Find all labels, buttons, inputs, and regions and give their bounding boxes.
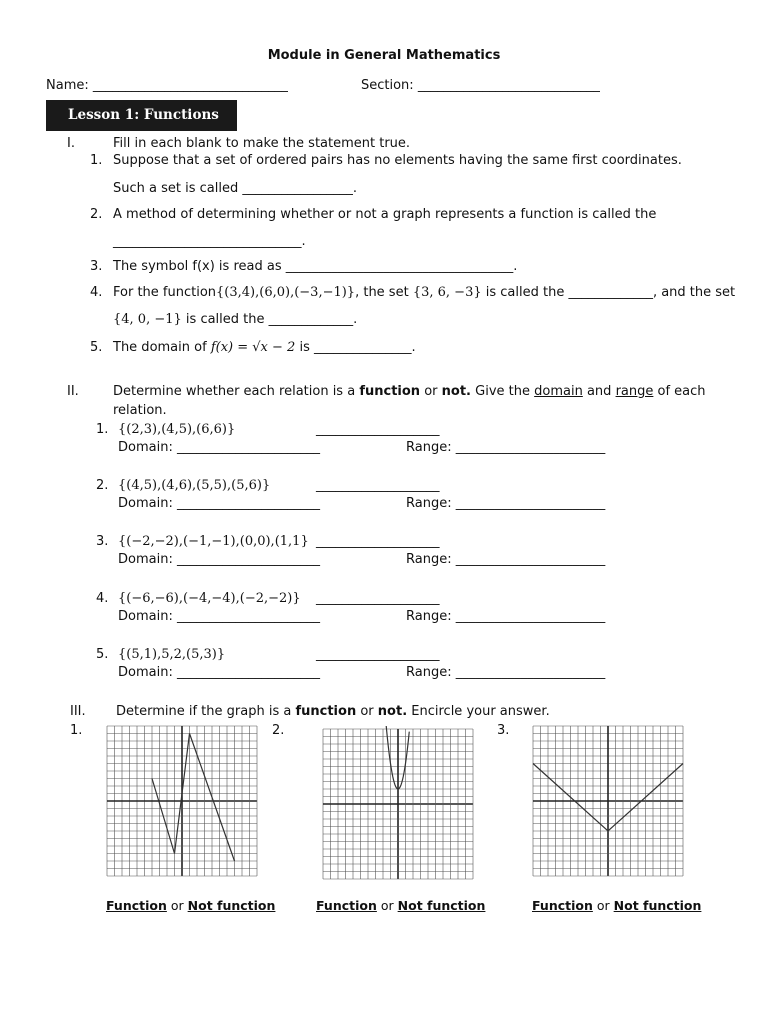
part1-item1-line2: Such a set is called _________________. [113,181,357,196]
part2-item-relation: {(2,3),(4,5),(6,6)} [118,422,236,437]
part1-item5-num: 5. [90,340,103,355]
part1-item2-num: 2. [90,207,103,222]
lesson-title: Lesson 1: Functions [46,100,237,131]
domain-expression: f(x) = √x − 2 [210,340,296,355]
page-title: Module in General Mathematics [267,48,501,63]
graph3 [530,723,686,885]
graph1-curve [152,734,235,862]
part2-item-range[interactable]: Range: _______________________ [406,496,606,511]
part2-item-relation: {(−6,−6),(−4,−4),(−2,−2)} [118,591,301,606]
domain-set: {3, 6, −3} [412,285,482,300]
graph1-answer: Function or Not function [106,898,276,913]
part2-item-domain[interactable]: Domain: ______________________ [118,665,320,680]
graph2 [320,726,476,888]
range-set: {4, 0, −1} [113,312,182,327]
function-set: {(3,4),(6,0),(−3,−1)} [216,285,356,300]
part3-instruction: Determine if the graph is a function or not. Encircle your answer. [116,704,550,719]
part2-item-range[interactable]: Range: _______________________ [406,440,606,455]
graph1-choice-not-function[interactable]: Not function [187,898,276,913]
part2-item-num: 5. [96,647,109,662]
part1-item5-line1: The domain of f(x) = √x − 2 is _______________. [113,340,416,355]
graph3-choice-not-function[interactable]: Not function [613,898,702,913]
graph3-choice-function[interactable]: Function [532,898,593,913]
graph2-plot [320,726,476,888]
part2-instruction: Determine whether each relation is a function or not. Give the domain and range of each [113,384,706,399]
part1-item3-num: 3. [90,259,103,274]
part2-item-num: 4. [96,591,109,606]
part2-item-range[interactable]: Range: _______________________ [406,665,606,680]
part1-item1-line1: Suppose that a set of ordered pairs has no elements having the same first coordinates. [113,153,682,168]
part2-item-domain[interactable]: Domain: ______________________ [118,440,320,455]
part1-numeral: I. [67,136,75,151]
graph1-plot [104,723,260,885]
graph3-plot [530,723,686,885]
part2-item-answer-blank[interactable]: ___________________ [316,591,440,606]
graph2-answer: Function or Not function [316,898,486,913]
part2-item-answer-blank[interactable]: ___________________ [316,478,440,493]
part1-item4-line2: {4, 0, −1} is called the _____________. [113,312,358,327]
part2-item-relation: {(5,1),5,2,(5,3)} [118,647,226,662]
part2-item-relation: {(4,5),(4,6),(5,5),(5,6)} [118,478,271,493]
part1-item1-num: 1. [90,153,103,168]
part2-instruction-line2: relation. [113,403,167,418]
part1-item4-line1: For the function{(3,4),(6,0),(−3,−1)}, the set {3, 6, −3} is called the _____________, and the set [113,285,736,300]
part2-item-num: 3. [96,534,109,549]
name-label: Name: [46,78,89,93]
part1-item3-line1: The symbol f(x) is read as ___________________________________. [113,259,518,274]
graph2-choice-function[interactable]: Function [316,898,377,913]
part2-item-range[interactable]: Range: _______________________ [406,609,606,624]
graph1 [104,723,260,885]
part2-numeral: II. [67,384,79,399]
name-blank[interactable]: ______________________________ [92,78,288,93]
part2-item-num: 1. [96,422,109,437]
part2-item-relation: {(−2,−2),(−1,−1),(0,0),(1,1} [118,534,309,549]
part1-item2-line2: _____________________________. [113,234,306,249]
part2-item-answer-blank[interactable]: ___________________ [316,422,440,437]
graph2-num: 2. [272,723,285,738]
part1-item2-line1: A method of determining whether or not a graph represents a function is called the [113,207,657,222]
part2-item-domain[interactable]: Domain: ______________________ [118,552,320,567]
part1-item4-num: 4. [90,285,103,300]
part2-item-num: 2. [96,478,109,493]
part2-item-answer-blank[interactable]: ___________________ [316,647,440,662]
part2-item-domain[interactable]: Domain: ______________________ [118,496,320,511]
graph2-choice-not-function[interactable]: Not function [397,898,486,913]
part2-item-domain[interactable]: Domain: ______________________ [118,609,320,624]
section-line [361,78,600,93]
section-label: Section: [361,78,414,93]
part2-item-answer-blank[interactable]: ___________________ [316,534,440,549]
graph3-answer: Function or Not function [532,898,702,913]
name-line [46,78,288,93]
graph1-choice-function[interactable]: Function [106,898,167,913]
part1-instruction: Fill in each blank to make the statement true. [113,136,411,151]
part3-numeral: III. [70,704,86,719]
graph1-num: 1. [70,723,83,738]
section-blank[interactable]: ____________________________ [417,78,600,93]
graph3-num: 3. [497,723,510,738]
part2-item-range[interactable]: Range: _______________________ [406,552,606,567]
